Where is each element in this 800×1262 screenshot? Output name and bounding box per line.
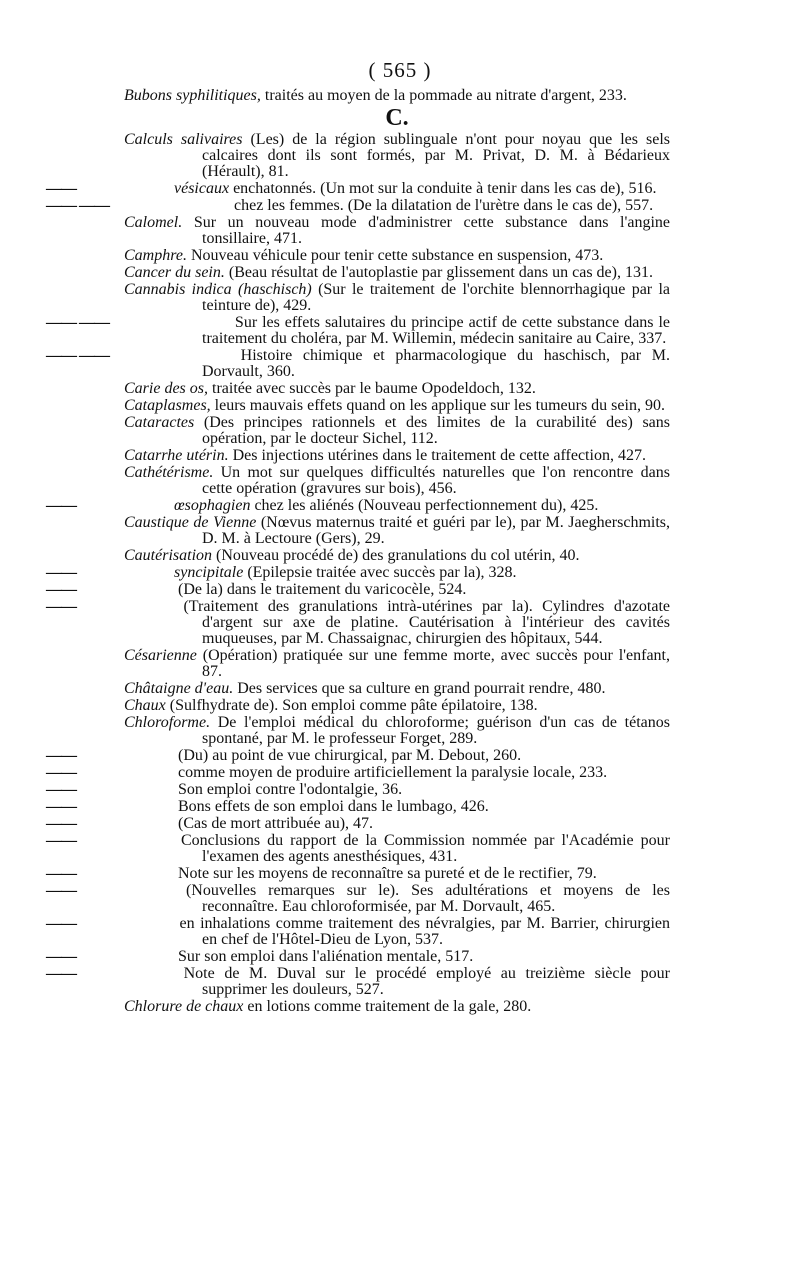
repeat-dash: —— [46, 747, 76, 764]
entry-text: Conclusions du rapport de la Commission nommée par l'Académie pour l'examen des agents anesthésiques, 431. [174, 832, 670, 865]
entry-text: Note de M. Duval sur le procédé employé au treizième siècle pour supprimer les douleurs, 527. [174, 965, 670, 998]
index-entry [46, 781, 670, 798]
entry-heading: vésicaux [174, 180, 230, 197]
entry-text: Des services que sa culture en grand pourrait rendre, 480. [233, 680, 606, 697]
entry-text: (Epilepsie traitée avec succès par la), 328. [243, 564, 517, 581]
index-entry [46, 747, 670, 764]
entry-text: Note sur les moyens de reconnaître sa pureté et de le rectifier, 79. [174, 865, 597, 882]
index-entry [124, 698, 670, 714]
entry-heading: Châtaigne d'eau. [124, 680, 234, 697]
entry-text: en inhalations comme traitement des névralgies, par M. Barrier, chirurgien en chef de l'Hôtel-Dieu de Lyon, 537. [174, 915, 670, 948]
entry-text: (Sulfhydrate de). Son emploi comme pâte épilatoire, 138. [165, 697, 538, 714]
index-entry [124, 448, 670, 464]
entry-heading: Catarrhe utérin. [124, 447, 229, 464]
entry-text: (Traitement des granulations intrà-utérines par la). Cylindres d'azotate d'argent sur axe de platine. Cautérisation à l'intérieur des cavités muqueuses, par M. Chassaignac, chirurgien des hôpitaux, 544. [174, 598, 670, 647]
entry-text: leurs mauvais effets quand on les applique sur les tumeurs du sein, 90. [210, 397, 665, 414]
index-entry [124, 132, 670, 180]
entry-heading: Camphre. [124, 247, 187, 264]
entry-text: enchatonnés. (Un mot sur la conduite à tenir dans les cas de), 516. [229, 180, 657, 197]
index-entry [46, 764, 670, 781]
entry-text: Des injections utérines dans le traitement de cette affection, 427. [228, 447, 646, 464]
repeat-dash: —— [46, 882, 76, 899]
index-entries [46, 87, 671, 1016]
repeat-dash: —— [46, 564, 76, 581]
index-entry [46, 598, 670, 647]
repeat-dash: —— [46, 781, 76, 798]
index-entry [46, 347, 670, 380]
index-entry [46, 497, 670, 514]
repeat-dash: —— [46, 965, 76, 982]
entry-text: (Nouveau procédé de) des granulations du col utérin, 40. [212, 547, 580, 564]
entry-heading: Cannabis indica (haschisch) [124, 281, 312, 298]
index-entry [124, 415, 670, 447]
repeat-dash: —— [46, 764, 76, 781]
entry-heading: Caustique de Vienne [124, 514, 257, 531]
entry-text: Son emploi contre l'odontalgie, 36. [174, 781, 403, 798]
entry-text: De l'emploi médical du chloroforme; guérison d'un cas de tétanos spontané, par M. le professeur Forget, 289. [202, 714, 670, 747]
index-entry [46, 915, 670, 948]
repeat-dash: —— [46, 865, 76, 882]
entry-text: (Les) de la région sublinguale n'ont pour noyau que les sels calcaires dont ils sont formés, par M. Privat, D. M. à Bédarieux (Hérault), 81. [202, 131, 670, 180]
index-entry [46, 581, 670, 598]
index-entry [46, 314, 670, 347]
index-entry [46, 865, 670, 882]
index-entry [124, 681, 670, 697]
repeat-dash: —— [46, 948, 76, 965]
entry-text: Histoire chimique et pharmacologique du haschisch, par M. Dorvault, 360. [202, 347, 670, 380]
entry-heading: Cataplasmes, [124, 397, 211, 414]
entry-heading: œsophagien [174, 497, 251, 514]
entry-text: Un mot sur quelques difficultés naturelles que l'on rencontre dans cette opération (gravures sur bois), 456. [202, 464, 670, 497]
entry-text: Sur les effets salutaires du principe actif de cette substance dans le traitement du choléra, par M. Willemin, médecin sanitaire au Caire, 337. [202, 314, 670, 347]
index-entry [46, 180, 670, 197]
entry-text: (Sur le traitement de l'orchite blennorrhagique par la teinture de), 429. [202, 281, 671, 314]
entry-text: comme moyen de produire artificiellement la paralysie locale, 233. [174, 764, 608, 781]
index-entry [124, 215, 670, 247]
entry-heading: Cancer du sein. [124, 264, 225, 281]
index-entry [46, 965, 670, 998]
index-entry [124, 999, 670, 1015]
entry-heading: Césarienne [124, 647, 197, 664]
repeat-dash: —— [46, 581, 76, 598]
entry-text: traitée avec succès par le baume Opodeldoch, 132. [208, 380, 536, 397]
entry-text: Bons effets de son emploi dans le lumbago, 426. [174, 798, 489, 815]
index-entry [124, 248, 670, 264]
entry-heading: Calculs salivaires [124, 131, 243, 148]
entry-heading: Carie des os, [124, 380, 208, 397]
index-entry [124, 282, 670, 314]
entry-heading: Bubons syphilitiques, [124, 87, 261, 104]
entry-heading: Cataractes [124, 414, 195, 431]
index-entry [46, 798, 670, 815]
repeat-dash: —— [46, 798, 76, 815]
entry-text: en lotions comme traitement de la gale, 280. [243, 998, 532, 1015]
entry-text: Sur un nouveau mode d'administrer cette substance dans l'angine tonsillaire, 471. [182, 214, 670, 247]
repeat-dash: —— [46, 832, 76, 849]
entry-heading: Chlorure de chaux [124, 998, 244, 1015]
repeat-dash: —— [46, 598, 76, 615]
entry-heading: Cautérisation [124, 547, 213, 564]
index-entry [46, 815, 670, 832]
entry-text: (Du) au point de vue chirurgical, par M. Debout, 260. [174, 747, 522, 764]
entry-heading: Chloroforme. [124, 714, 211, 731]
entry-text: (Nœvus maternus traité et guéri par le), par M. Jaegherschmits, D. M. à Lectoure (Gers), 29. [202, 514, 671, 547]
entry-text: (De la) dans le traitement du varicocèle, 524. [174, 581, 467, 598]
repeat-dash: —— [46, 180, 76, 197]
entry-heading: syncipitale [174, 564, 244, 581]
entry-text: chez les aliénés (Nouveau perfectionnement du), 425. [250, 497, 599, 514]
entry-text: Sur son emploi dans l'aliénation mentale, 517. [174, 948, 474, 965]
entry-text: traités au moyen de la pommade au nitrate d'argent, 233. [260, 87, 627, 104]
repeat-dash: —— —— [46, 197, 109, 214]
index-entry [124, 381, 670, 397]
repeat-dash: —— —— [46, 314, 109, 331]
index-entry [46, 564, 670, 581]
index-entry [124, 715, 670, 747]
index-entry [124, 88, 670, 104]
index-entry [124, 548, 670, 564]
entry-text: Nouveau véhicule pour tenir cette substance en suspension, 473. [186, 247, 604, 264]
repeat-dash: —— —— [46, 347, 109, 364]
repeat-dash: —— [46, 815, 76, 832]
entry-list [46, 131, 671, 1015]
index-entry [46, 832, 670, 865]
entry-text: (Nouvelles remarques sur le). Ses adultérations et moyens de les reconnaître. Eau chloroformisée, par M. Dorvault, 465. [174, 882, 670, 915]
index-entry [124, 515, 670, 547]
index-entry [46, 197, 670, 214]
index-entry [124, 648, 670, 680]
index-entry [46, 948, 670, 965]
section-letter: C. [385, 105, 409, 131]
entry-text: (Des principes rationnels et des limites de la curabilité des) sans opération, par le docteur Sichel, 112. [194, 414, 670, 447]
entry-heading: Cathétérisme. [124, 464, 214, 481]
index-entry [46, 882, 670, 915]
repeat-dash: —— [46, 915, 76, 932]
entry-heading: Calomel. [124, 214, 183, 231]
entry-heading: Chaux [124, 697, 166, 714]
index-entry [124, 265, 670, 281]
entry-text: (Opération) pratiquée sur une femme morte, avec succès pour l'enfant, 87. [196, 647, 670, 680]
entry-text: (Cas de mort attribuée au), 47. [174, 815, 374, 832]
entry-text: (Beau résultat de l'autoplastie par glissement dans un cas de), 131. [224, 264, 653, 281]
index-entry [124, 398, 670, 414]
index-entry [124, 465, 670, 497]
page-number: ( 565 ) [368, 58, 432, 82]
entry-text: chez les femmes. (De la dilatation de l'urètre dans le cas de), 557. [230, 197, 654, 214]
repeat-dash: —— [46, 497, 76, 514]
